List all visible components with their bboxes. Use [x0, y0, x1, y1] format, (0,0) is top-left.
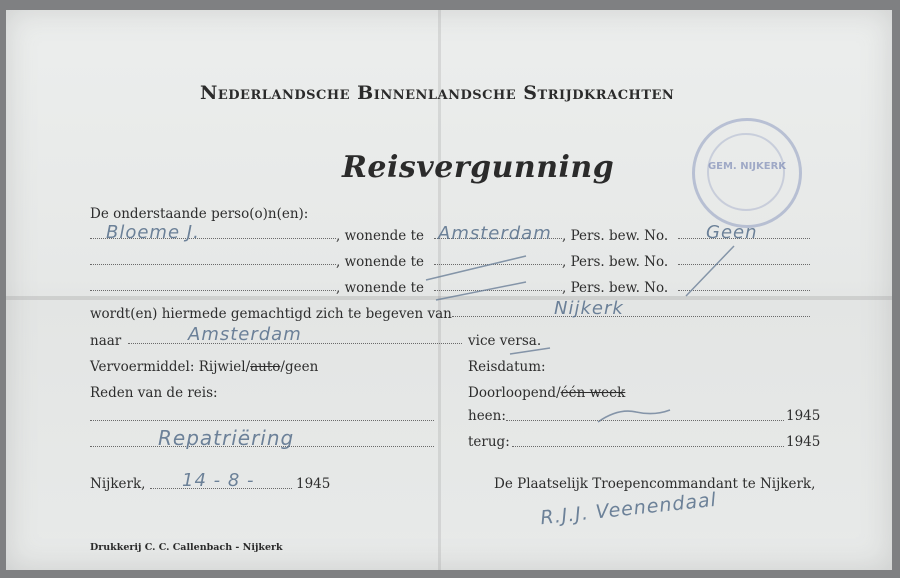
- reden-line-1: [90, 420, 434, 421]
- to-place: Amsterdam: [188, 324, 302, 345]
- commandant-label: De Plaatselijk Troepencommandant te Nijkerk,: [494, 476, 816, 492]
- vervoermiddel-label: Vervoermiddel:: [90, 359, 195, 375]
- person-2-bew-label: , Pers. bew. No.: [562, 254, 669, 270]
- stamp-text: GEM. NIJKERK: [707, 161, 787, 172]
- naar-label: naar: [90, 333, 122, 349]
- doorloopend-label: Doorloopend/: [468, 385, 561, 401]
- date-value: 14 - 8 -: [182, 470, 255, 491]
- person-2-wonende-label: , wonende te: [336, 254, 424, 270]
- person-3-wonende-label: , wonende te: [336, 280, 424, 296]
- heen-line: [506, 420, 784, 421]
- doorloopend-row: [468, 385, 625, 401]
- person-1-name: Bloeme J.: [106, 222, 200, 243]
- vervoermiddel-option-geen: /geen: [280, 359, 319, 375]
- reden-value: Repatriëring: [158, 426, 295, 450]
- terug-line: [512, 446, 784, 447]
- person-1-wonende-label: , wonende te: [336, 228, 424, 244]
- signature: R.J.J. Veenendaal: [539, 488, 718, 530]
- doorloopend-week: één week: [560, 385, 626, 401]
- vice-versa: vice versa.: [468, 333, 542, 349]
- intro-label: De onderstaande perso(o)n(en):: [90, 206, 309, 222]
- permit-document: [6, 10, 892, 570]
- person-1-city: Amsterdam: [438, 223, 552, 244]
- terug-label: terug:: [468, 434, 510, 450]
- from-place: Nijkerk: [554, 298, 624, 319]
- vervoermiddel-option-rijwiel: Rijwiel/: [198, 359, 251, 375]
- from-line: [452, 316, 810, 317]
- heen-label: heen:: [468, 408, 506, 424]
- document-title: Reisvergunning: [342, 150, 615, 185]
- vervoermiddel-option-auto: auto: [250, 359, 281, 375]
- date-year: 1945: [296, 476, 331, 492]
- reden-label: Reden van de reis:: [90, 385, 218, 401]
- document-header: Nederlandsche Binnenlandsche Strijdkrachten: [200, 82, 675, 104]
- vervoermiddel-row: [90, 359, 318, 375]
- person-1-bew-label: , Pers. bew. No.: [562, 228, 669, 244]
- reisdatum-label: Reisdatum:: [468, 359, 546, 375]
- person-1-bew-no: Geen: [706, 222, 758, 243]
- printer-credit: Drukkerij C. C. Callenbach - Nijkerk: [90, 542, 283, 553]
- heen-year: 1945: [786, 408, 821, 424]
- place-label: Nijkerk,: [90, 476, 146, 492]
- person-3-bew-label: , Pers. bew. No.: [562, 280, 669, 296]
- authorized-label: wordt(en) hiermede gemachtigd zich te begeven van: [90, 306, 452, 322]
- terug-year: 1945: [786, 434, 821, 450]
